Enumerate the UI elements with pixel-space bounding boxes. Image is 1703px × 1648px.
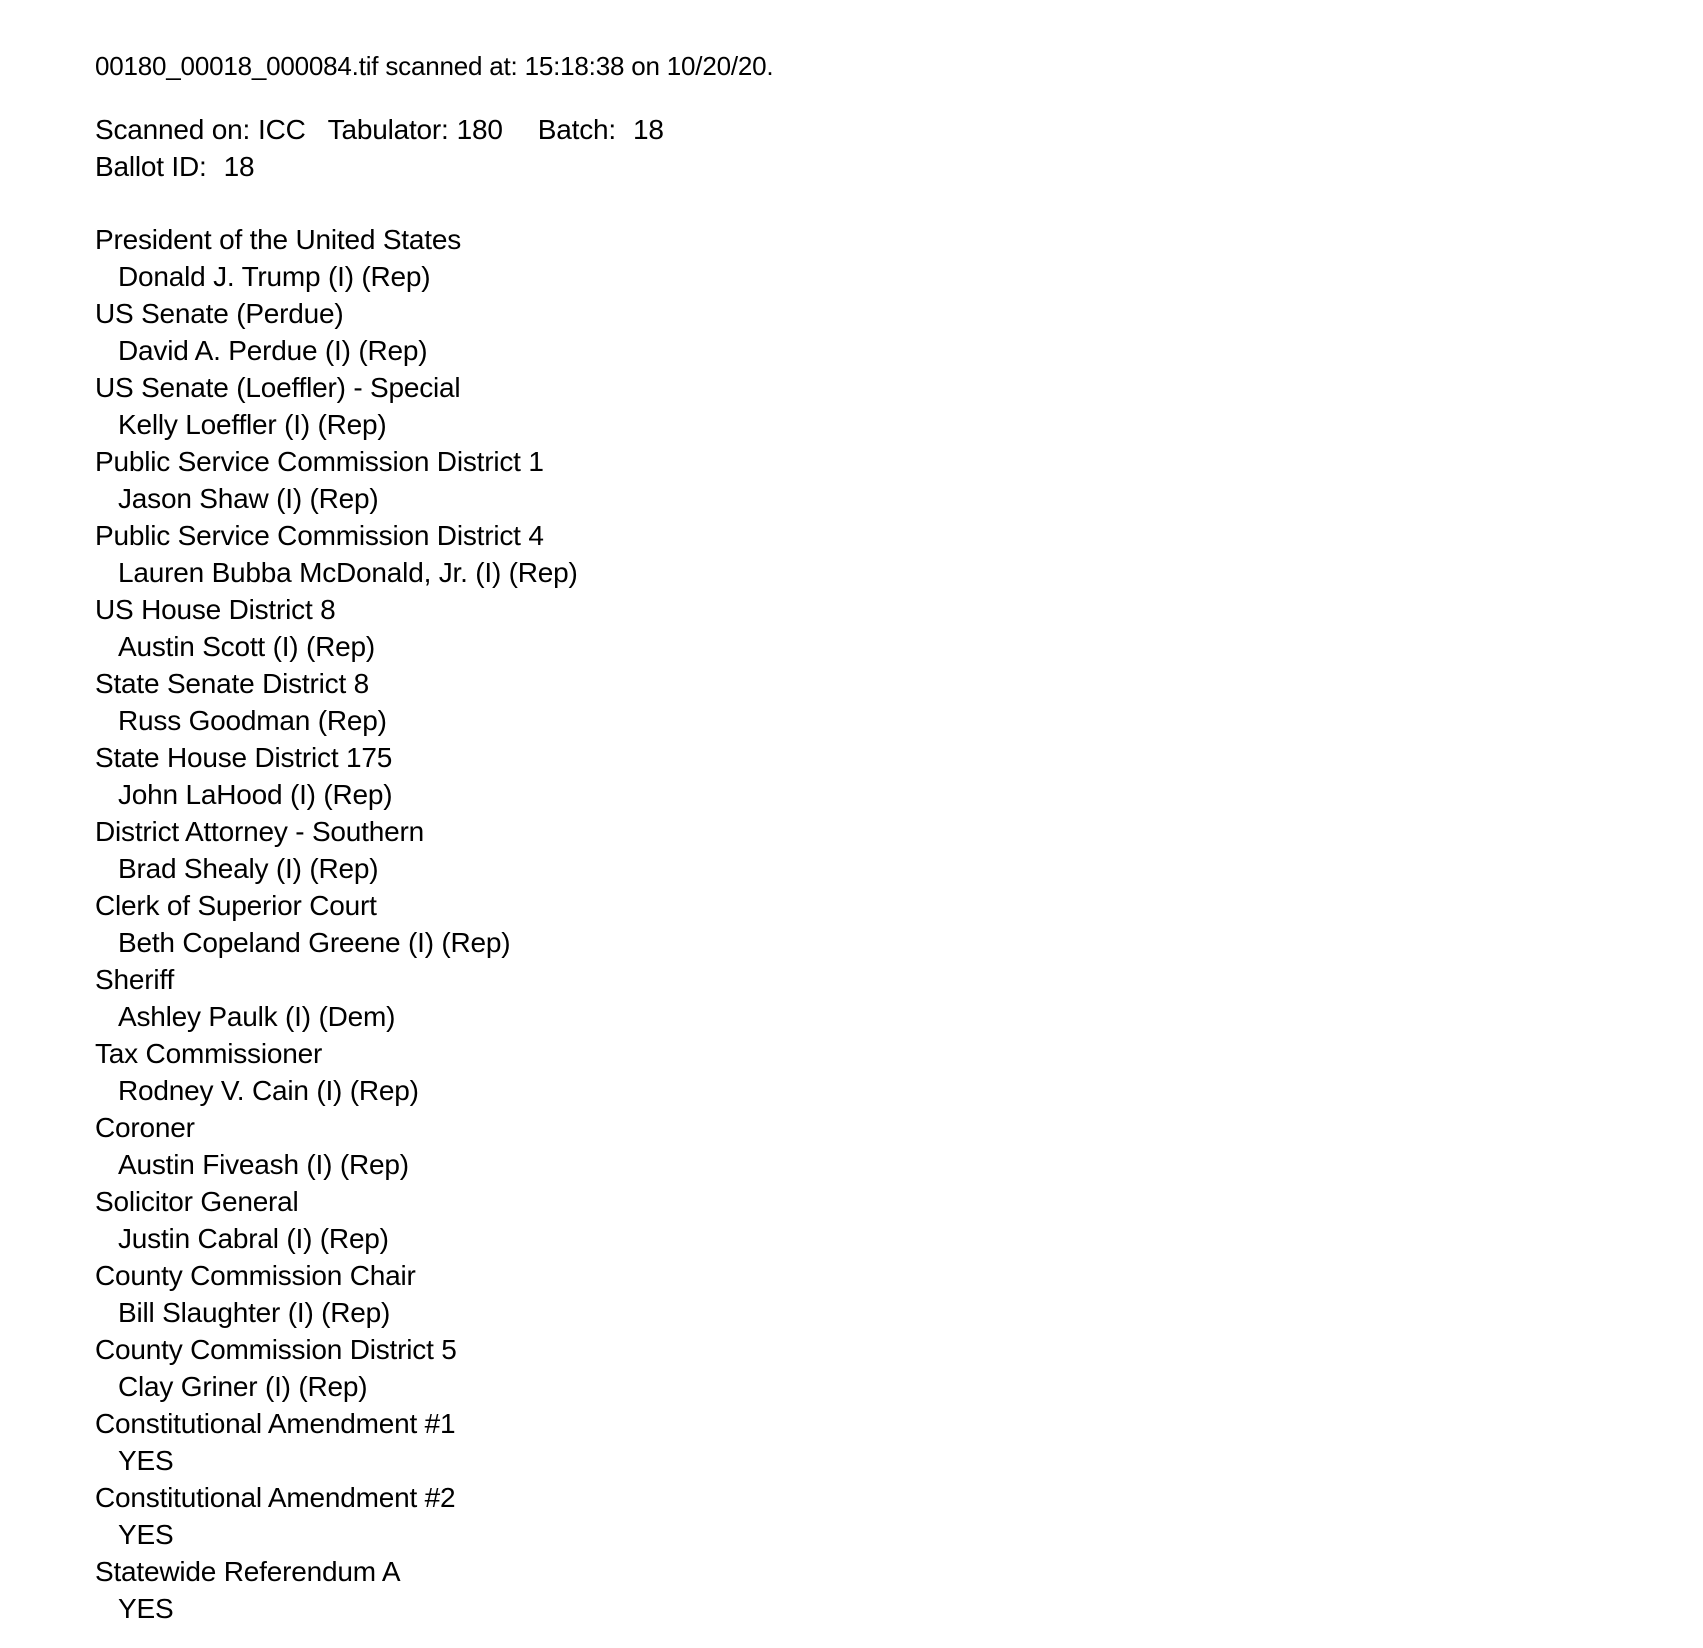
contest-name: Statewide Referendum A: [95, 1556, 401, 1587]
contest-selection: YES: [118, 1445, 174, 1476]
contest-name: State House District 175: [95, 742, 393, 773]
contest-name: County Commission District 5: [95, 1334, 457, 1365]
contest-item: [95, 517, 1595, 591]
contest-name: US Senate (Perdue): [95, 298, 344, 329]
scanned-on-value: ICC: [258, 114, 306, 145]
tabulator-label: Tabulator:: [327, 114, 449, 145]
contest-list: [95, 221, 1595, 1627]
contest-item: [95, 1257, 1595, 1331]
contest-selection: Russ Goodman (Rep): [118, 705, 387, 736]
contest-selection: Ashley Paulk (I) (Dem): [118, 1001, 396, 1032]
contest-selection: Justin Cabral (I) (Rep): [118, 1223, 389, 1254]
ballot-id-field: [95, 148, 254, 185]
contest-name: Sheriff: [95, 964, 175, 995]
contest-name: Constitutional Amendment #2: [95, 1482, 456, 1513]
contest-name: Solicitor General: [95, 1186, 299, 1217]
contest-selection: Brad Shealy (I) (Rep): [118, 853, 379, 884]
ballot-id-value: 18: [223, 151, 255, 182]
scanned-ballot-report-page: [95, 48, 1595, 1627]
contest-item: [95, 1331, 1595, 1405]
contest-selection: Beth Copeland Greene (I) (Rep): [118, 927, 511, 958]
scanned-on-label: Scanned on:: [95, 114, 251, 145]
contest-selection: David A. Perdue (I) (Rep): [118, 335, 428, 366]
contest-item: [95, 369, 1595, 443]
contest-item: [95, 1183, 1595, 1257]
contest-item: [95, 1035, 1595, 1109]
contest-selection: Jason Shaw (I) (Rep): [118, 483, 379, 514]
contest-name: President of the United States: [95, 224, 461, 255]
contest-item: [95, 443, 1595, 517]
batch-value: 18: [632, 114, 664, 145]
contest-selection: Kelly Loeffler (I) (Rep): [118, 409, 387, 440]
contest-item: [95, 221, 1595, 295]
batch-label: Batch:: [537, 114, 616, 145]
contest-selection: Clay Griner (I) (Rep): [118, 1371, 368, 1402]
contest-item: [95, 887, 1595, 961]
contest-name: Tax Commissioner: [95, 1038, 323, 1069]
contest-item: [95, 591, 1595, 665]
scan-file-header: 00180_00018_000084.tif scanned at: 15:18:38 on 10/20/20.: [95, 51, 774, 81]
contest-selection: John LaHood (I) (Rep): [118, 779, 393, 810]
batch-field: [538, 111, 664, 148]
contest-selection: Austin Scott (I) (Rep): [118, 631, 376, 662]
contest-name: Coroner: [95, 1112, 195, 1143]
tabulator-value: 180: [456, 114, 503, 145]
contest-item: [95, 739, 1595, 813]
contest-selection: Donald J. Trump (I) (Rep): [118, 261, 431, 292]
contest-name: County Commission Chair: [95, 1260, 416, 1291]
ballot-id-label: Ballot ID:: [95, 151, 207, 182]
contest-name: State Senate District 8: [95, 668, 369, 699]
contest-name: US House District 8: [95, 594, 336, 625]
contest-selection: YES: [118, 1519, 174, 1550]
scanned-on-field: [95, 111, 306, 148]
contest-name: Public Service Commission District 4: [95, 520, 544, 551]
ballot-id-line: [95, 148, 1595, 185]
contest-item: [95, 1109, 1595, 1183]
contest-item: [95, 1553, 1595, 1627]
contest-item: [95, 961, 1595, 1035]
contest-name: Constitutional Amendment #1: [95, 1408, 456, 1439]
contest-selection: Rodney V. Cain (I) (Rep): [118, 1075, 419, 1106]
contest-selection: YES: [118, 1593, 174, 1624]
contest-item: [95, 665, 1595, 739]
contest-item: [95, 295, 1595, 369]
contest-name: District Attorney - Southern: [95, 816, 424, 847]
contest-item: [95, 813, 1595, 887]
contest-selection: Lauren Bubba McDonald, Jr. (I) (Rep): [118, 557, 578, 588]
contest-name: US Senate (Loeffler) - Special: [95, 372, 461, 403]
contest-name: Clerk of Superior Court: [95, 890, 377, 921]
tabulator-field: [328, 111, 503, 148]
contest-item: [95, 1405, 1595, 1479]
contest-selection: Austin Fiveash (I) (Rep): [118, 1149, 409, 1180]
contest-name: Public Service Commission District 1: [95, 446, 544, 477]
scan-info-line: [95, 111, 1595, 148]
contest-item: [95, 1479, 1595, 1553]
contest-selection: Bill Slaughter (I) (Rep): [118, 1297, 391, 1328]
